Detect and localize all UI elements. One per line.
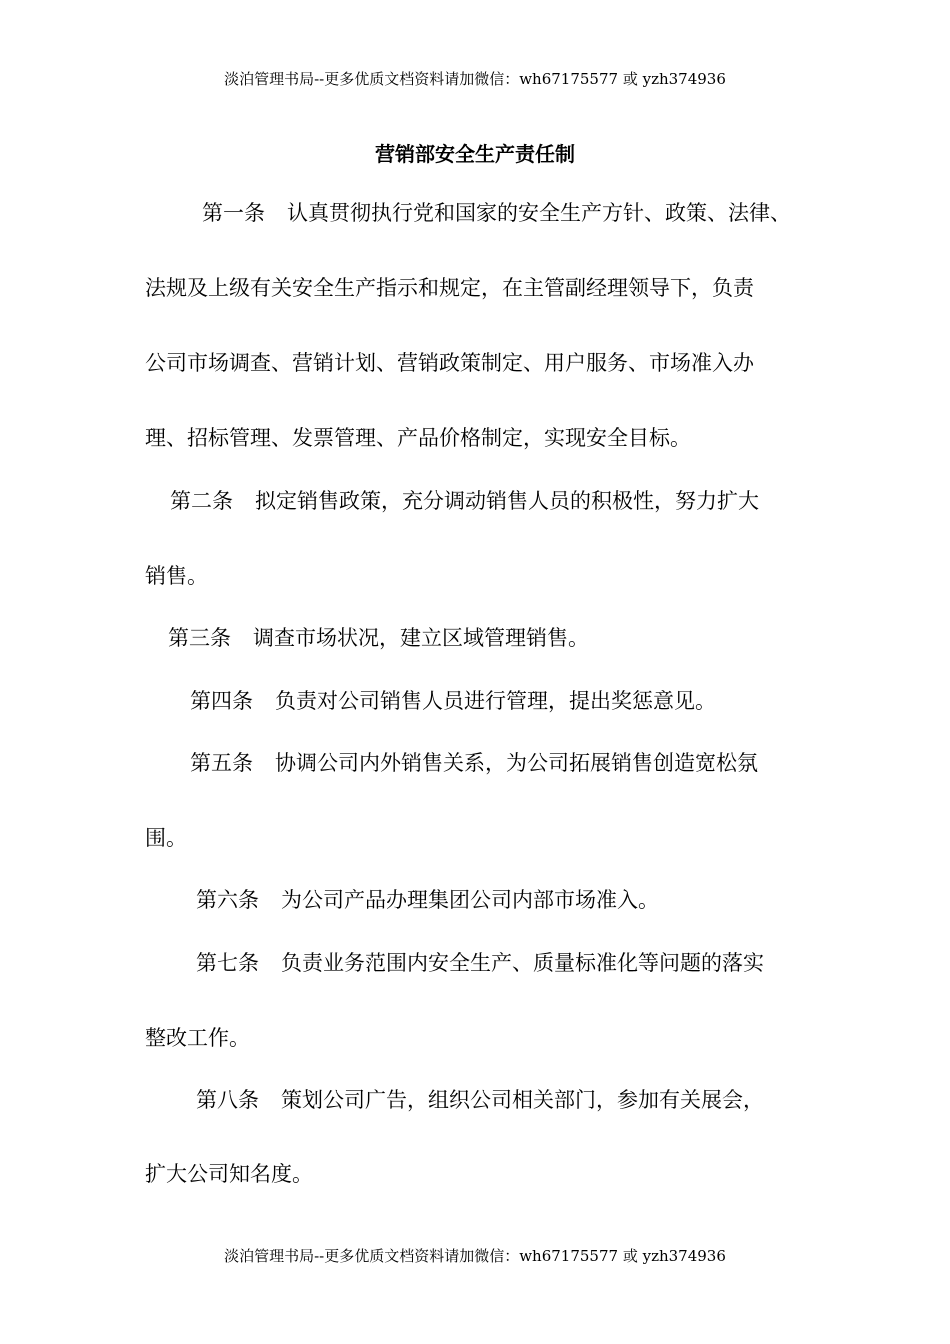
article-1-number: 第一条 (202, 201, 265, 225)
page-header-watermark: 淡泊管理书局--更多优质文档资料请加微信：wh67175577 或 yzh374936 (224, 70, 726, 88)
article-4-text: 负责对公司销售人员进行管理，提出奖惩意见。 (275, 689, 716, 713)
article-3-line-1 (168, 624, 589, 652)
article-1-line-2: 法规及上级有关安全生产指示和规定，在主管副经理领导下，负责 (145, 276, 754, 300)
article-2-line-1 (170, 487, 759, 515)
article-1-line-3: 公司市场调查、营销计划、营销政策制定、用户服务、市场准入办 (145, 351, 754, 375)
article-7-line-1 (196, 949, 764, 977)
page-footer-watermark: 淡泊管理书局--更多优质文档资料请加微信：wh67175577 或 yzh374936 (224, 1247, 726, 1265)
article-6-number: 第六条 (196, 888, 259, 912)
article-8-text: 策划公司广告，组织公司相关部门，参加有关展会， (281, 1088, 764, 1112)
article-7-text: 负责业务范围内安全生产、质量标准化等问题的落实 (281, 951, 764, 975)
article-5-line-1 (190, 749, 758, 777)
article-4-line-1 (190, 687, 716, 715)
article-5-number: 第五条 (190, 751, 253, 775)
article-1-text: 认真贯彻执行党和国家的安全生产方针、政策、法律、 (287, 201, 791, 225)
article-2-line-2: 销售。 (145, 564, 208, 588)
article-6-text: 为公司产品办理集团公司内部市场准入。 (281, 888, 659, 912)
article-3-text: 调查市场状况，建立区域管理销售。 (253, 626, 589, 650)
article-8-number: 第八条 (196, 1088, 259, 1112)
article-6-line-1 (196, 886, 659, 914)
article-3-number: 第三条 (168, 626, 231, 650)
article-1-line-1 (202, 199, 791, 227)
article-7-line-2: 整改工作。 (145, 1026, 250, 1050)
article-2-number: 第二条 (170, 489, 233, 513)
article-5-line-2: 围。 (145, 826, 187, 850)
article-8-line-1 (196, 1086, 764, 1114)
article-1-line-4: 理、招标管理、发票管理、产品价格制定，实现安全目标。 (145, 426, 691, 450)
article-8-line-2: 扩大公司知名度。 (145, 1162, 313, 1186)
article-5-text: 协调公司内外销售关系，为公司拓展销售创造宽松氛 (275, 751, 758, 775)
document-title: 营销部安全生产责任制 (375, 142, 575, 166)
article-7-number: 第七条 (196, 951, 259, 975)
article-2-text: 拟定销售政策，充分调动销售人员的积极性，努力扩大 (255, 489, 759, 513)
article-4-number: 第四条 (190, 689, 253, 713)
